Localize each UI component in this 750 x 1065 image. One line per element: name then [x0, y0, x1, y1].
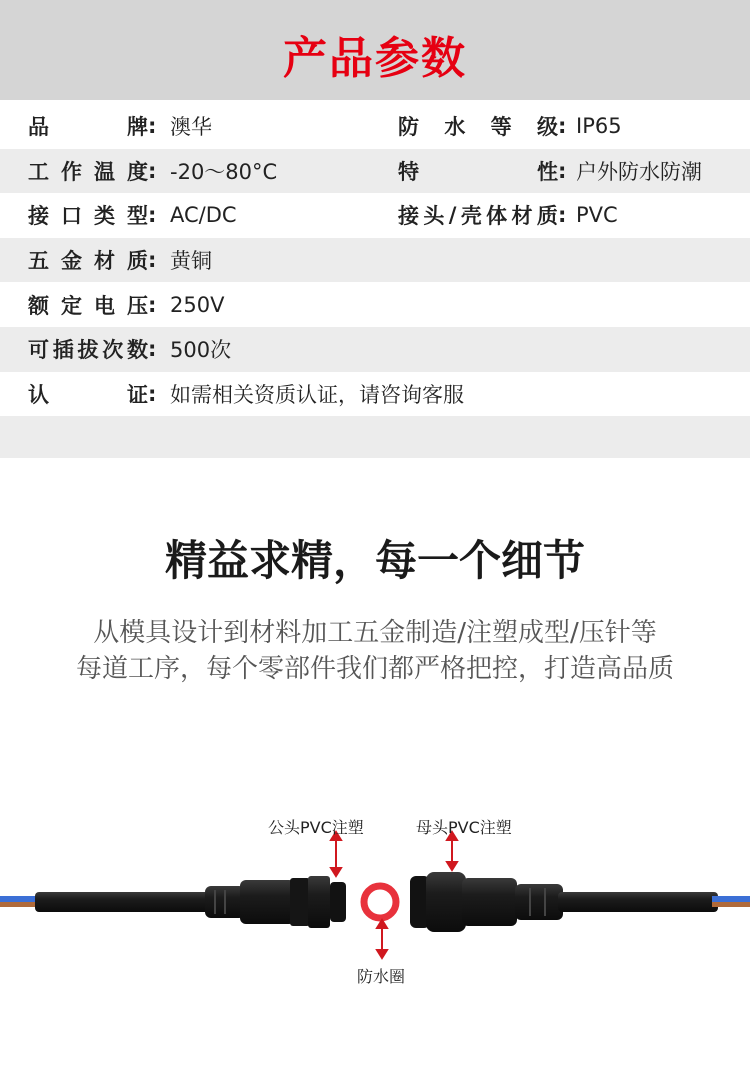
spec-label-cycles: 可 插 拔 次 数 — [28, 338, 148, 363]
spec-colon: : — [148, 337, 157, 362]
spec-value-waterproof: IP65 — [576, 114, 622, 139]
section-description-line-1: 从模具设计到材料加工五金制造/注塑成型/压针等 — [93, 618, 657, 648]
spec-colon: : — [558, 158, 567, 183]
right-wires — [712, 896, 750, 907]
waterproof-ring-label: 防水圈 — [357, 967, 406, 986]
spec-value-temperature: -20～80°C — [170, 159, 278, 184]
male-connector — [205, 876, 346, 928]
spec-label-housing: 接 头 / 壳 体 材 质 — [398, 203, 558, 229]
spec-colon: : — [148, 114, 157, 139]
connector-diagram — [0, 800, 750, 1000]
spec-colon: : — [148, 158, 157, 183]
waterproof-ring — [364, 886, 396, 918]
spec-label-interface: 接 口 类 型 — [28, 204, 148, 229]
spec-row-voltage — [0, 282, 750, 327]
section-headline: 精益求精，每一个细节 — [164, 536, 585, 585]
spec-value-housing: PVC — [576, 203, 618, 228]
spec-table — [0, 104, 750, 458]
spec-label-waterproof: 防 水 等 级 — [398, 115, 558, 140]
spec-row-cycles — [0, 327, 750, 372]
spec-label-temperature: 工 作 温 度 — [28, 159, 148, 184]
arrow-male — [331, 832, 341, 876]
spec-value-brand: 澳华 — [170, 115, 212, 140]
arrow-ring — [377, 920, 387, 958]
spec-value-metal: 黄铜 — [170, 249, 212, 274]
spec-row-certification — [0, 372, 750, 417]
spec-value-cycles: 500次 — [170, 338, 232, 363]
spec-colon: : — [148, 381, 157, 406]
female-connector — [410, 872, 563, 932]
spec-label-voltage: 额 定 电 压 — [28, 293, 148, 318]
female-connector-label: 母头PVC注塑 — [416, 818, 512, 837]
spec-label-feature: 特 性 — [398, 159, 558, 184]
page-title: 产品参数 — [283, 33, 467, 84]
right-cable — [558, 892, 718, 912]
spec-row-interface — [0, 193, 750, 238]
spec-label-certification: 认 证 — [28, 382, 148, 407]
spec-row-metal — [0, 238, 750, 283]
spec-colon: : — [148, 248, 157, 273]
spec-row-brand — [0, 104, 750, 149]
spec-colon: : — [148, 203, 157, 228]
spec-value-feature: 户外防水防潮 — [576, 159, 702, 184]
spec-colon: : — [148, 292, 157, 317]
spec-value-voltage: 250V — [170, 292, 225, 317]
left-cable — [35, 892, 210, 912]
spec-row-temperature — [0, 149, 750, 194]
header-banner — [0, 0, 750, 100]
spec-value-interface: AC/DC — [170, 203, 237, 228]
spec-label-brand: 品 牌 — [28, 115, 148, 140]
spec-row-empty — [0, 416, 750, 458]
male-connector-label: 公头PVC注塑 — [268, 818, 364, 837]
spec-label-metal: 五 金 材 质 — [28, 249, 148, 274]
section-description-line-2: 每道工序，每个零部件我们都严格把控，打造高品质 — [75, 654, 674, 684]
spec-colon: : — [558, 203, 567, 228]
spec-value-certification: 如需相关资质认证，请咨询客服 — [170, 382, 464, 407]
spec-colon: : — [558, 114, 567, 139]
